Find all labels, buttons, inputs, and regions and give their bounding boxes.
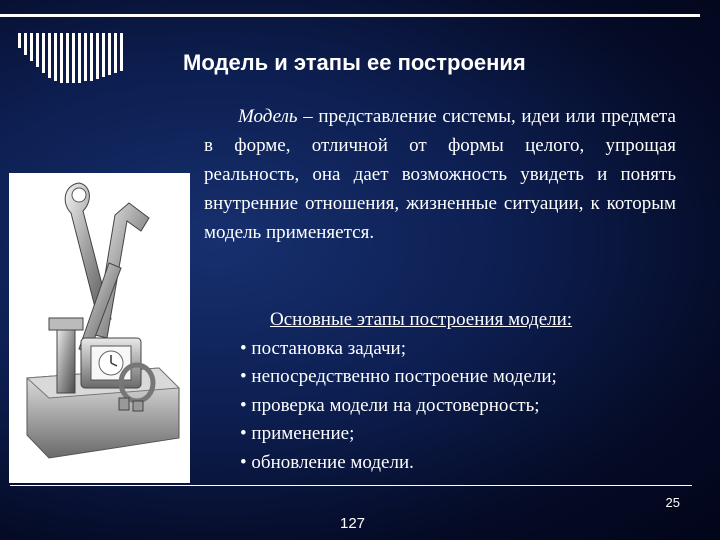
stage-item: • обновление модели. bbox=[240, 451, 414, 473]
footer-number: 127 bbox=[340, 515, 366, 532]
stage-item: • проверка модели на достоверность; bbox=[240, 394, 540, 416]
slide-title: Модель и этапы ее построения bbox=[183, 50, 526, 75]
definition-term: Модель bbox=[238, 106, 298, 127]
definition-paragraph bbox=[204, 102, 676, 247]
tools-illustration bbox=[9, 173, 190, 483]
footer-divider bbox=[10, 485, 692, 486]
stage-item: • применение; bbox=[240, 423, 355, 444]
stages-heading: Основные этапы построения модели: bbox=[270, 309, 573, 330]
stage-item: • непосредственно построение модели; bbox=[240, 366, 557, 387]
tools-image bbox=[9, 173, 190, 483]
page-number: 25 bbox=[665, 495, 680, 510]
stages-list bbox=[240, 306, 572, 477]
definition-text: – представление системы, идеи или предмета в форме, отличной от формы целого, упрощая реальность, она дает возможность увидеть и понять внутренние отношения, жизненные ситуации, к которым модель применяется. bbox=[204, 106, 676, 243]
stage-item: • постановка задачи; bbox=[240, 337, 406, 359]
